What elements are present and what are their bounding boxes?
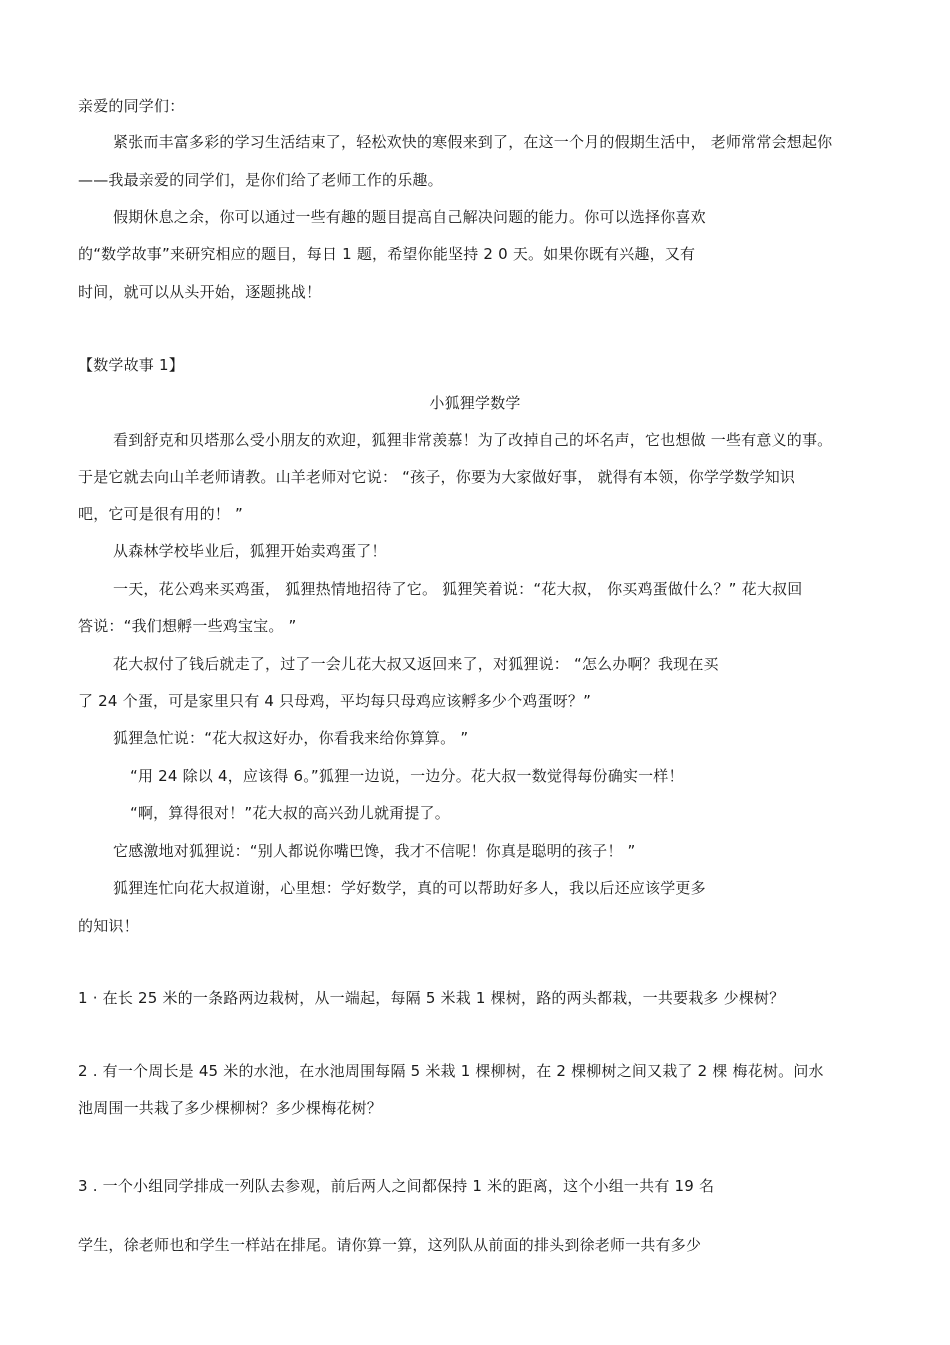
question-3-line: 3 . 一个小组同学排成一列队去参观，前后两人之间都保持 1 米的距离，这个小组一共有 19 名 xyxy=(78,1177,715,1195)
letter-paragraph-line: 时间，就可以从头开始，逐题挑战！ xyxy=(78,283,322,301)
story-line: 于是它就去向山羊老师请教。山羊老师对它说： “孩子，你要为大家做好事， 就得有本领，你学学数学知识 xyxy=(78,468,796,486)
story-line: 一天，花公鸡来买鸡蛋， 狐狸热情地招待了它。 狐狸笑着说：“花大叔， 你买鸡蛋做什么？” 花大叔回 xyxy=(113,580,803,598)
letter-paragraph-line: ——我最亲爱的同学们，是你们给了老师工作的乐趣。 xyxy=(78,171,443,189)
story-line: 狐狸连忙向花大叔道谢，心里想：学好数学，真的可以帮助好多人，我以后还应该学更多 xyxy=(113,879,706,897)
story-line: 它感激地对狐狸说：“别人都说你嘴巴馋，我才不信呢！你真是聪明的孩子！ ” xyxy=(113,842,636,860)
question-2-line: 池周围一共栽了多少棵柳树？多少棵梅花树？ xyxy=(78,1099,383,1117)
story-title: 小狐狸学数学 xyxy=(429,394,521,412)
story-line: 吧，它可是很有用的！ ” xyxy=(78,505,243,523)
letter-paragraph-line: 假期休息之余，你可以通过一些有趣的题目提高自己解决问题的能力。你可以选择你喜欢 xyxy=(113,208,706,226)
question-3-line: 学生，徐老师也和学生一样站在排尾。请你算一算，这列队从前面的排头到徐老师一共有多少 xyxy=(78,1236,702,1254)
story-line: 看到舒克和贝塔那么受小朋友的欢迎，狐狸非常羡慕！为了改掉自己的坏名声，它也想做 一些有意义的事。 xyxy=(113,431,833,449)
letter-paragraph-line: 紧张而丰富多彩的学习生活结束了，轻松欢快的寒假来到了，在这一个月的假期生活中， 老师常常会想起你 xyxy=(113,133,833,151)
story-line: “用 24 除以 4，应该得 6。”狐狸一边说，一边分。花大叔一数觉得每份确实一样！ xyxy=(130,767,684,785)
question-1: 1 · 在长 25 米的一条路两边栽树，从一端起，每隔 5 米栽 1 棵树，路的两头都栽，一共要栽多 少棵树？ xyxy=(78,989,785,1007)
story-line: “啊，算得很对！”花大叔的高兴劲儿就甭提了。 xyxy=(130,804,450,822)
story-line: 的知识！ xyxy=(78,917,139,935)
story-heading: 【数学故事 1】 xyxy=(78,356,184,374)
story-line: 了 24 个蛋，可是家里只有 4 只母鸡，平均每只母鸡应该孵多少个鸡蛋呀？” xyxy=(78,692,592,710)
question-2-line: 2 . 有一个周长是 45 米的水池，在水池周围每隔 5 米栽 1 棵柳树，在 2 棵柳树之间又栽了 2 棵 梅花树。问水 xyxy=(78,1062,824,1080)
story-line: 狐狸急忙说：“花大叔这好办，你看我来给你算算。 ” xyxy=(113,729,469,747)
letter-paragraph-line: 的“数学故事”来研究相应的题目，每日 1 题，希望你能坚持 2 0 天。如果你既有兴趣，又有 xyxy=(78,245,696,263)
salutation: 亲爱的同学们： xyxy=(78,97,185,115)
story-line: 花大叔付了钱后就走了，过了一会儿花大叔又返回来了，对狐狸说： “怎么办啊？我现在买 xyxy=(113,655,719,673)
story-line: 答说：“我们想孵一些鸡宝宝。 ” xyxy=(78,617,297,635)
story-line: 从森林学校毕业后，狐狸开始卖鸡蛋了！ xyxy=(113,542,387,560)
